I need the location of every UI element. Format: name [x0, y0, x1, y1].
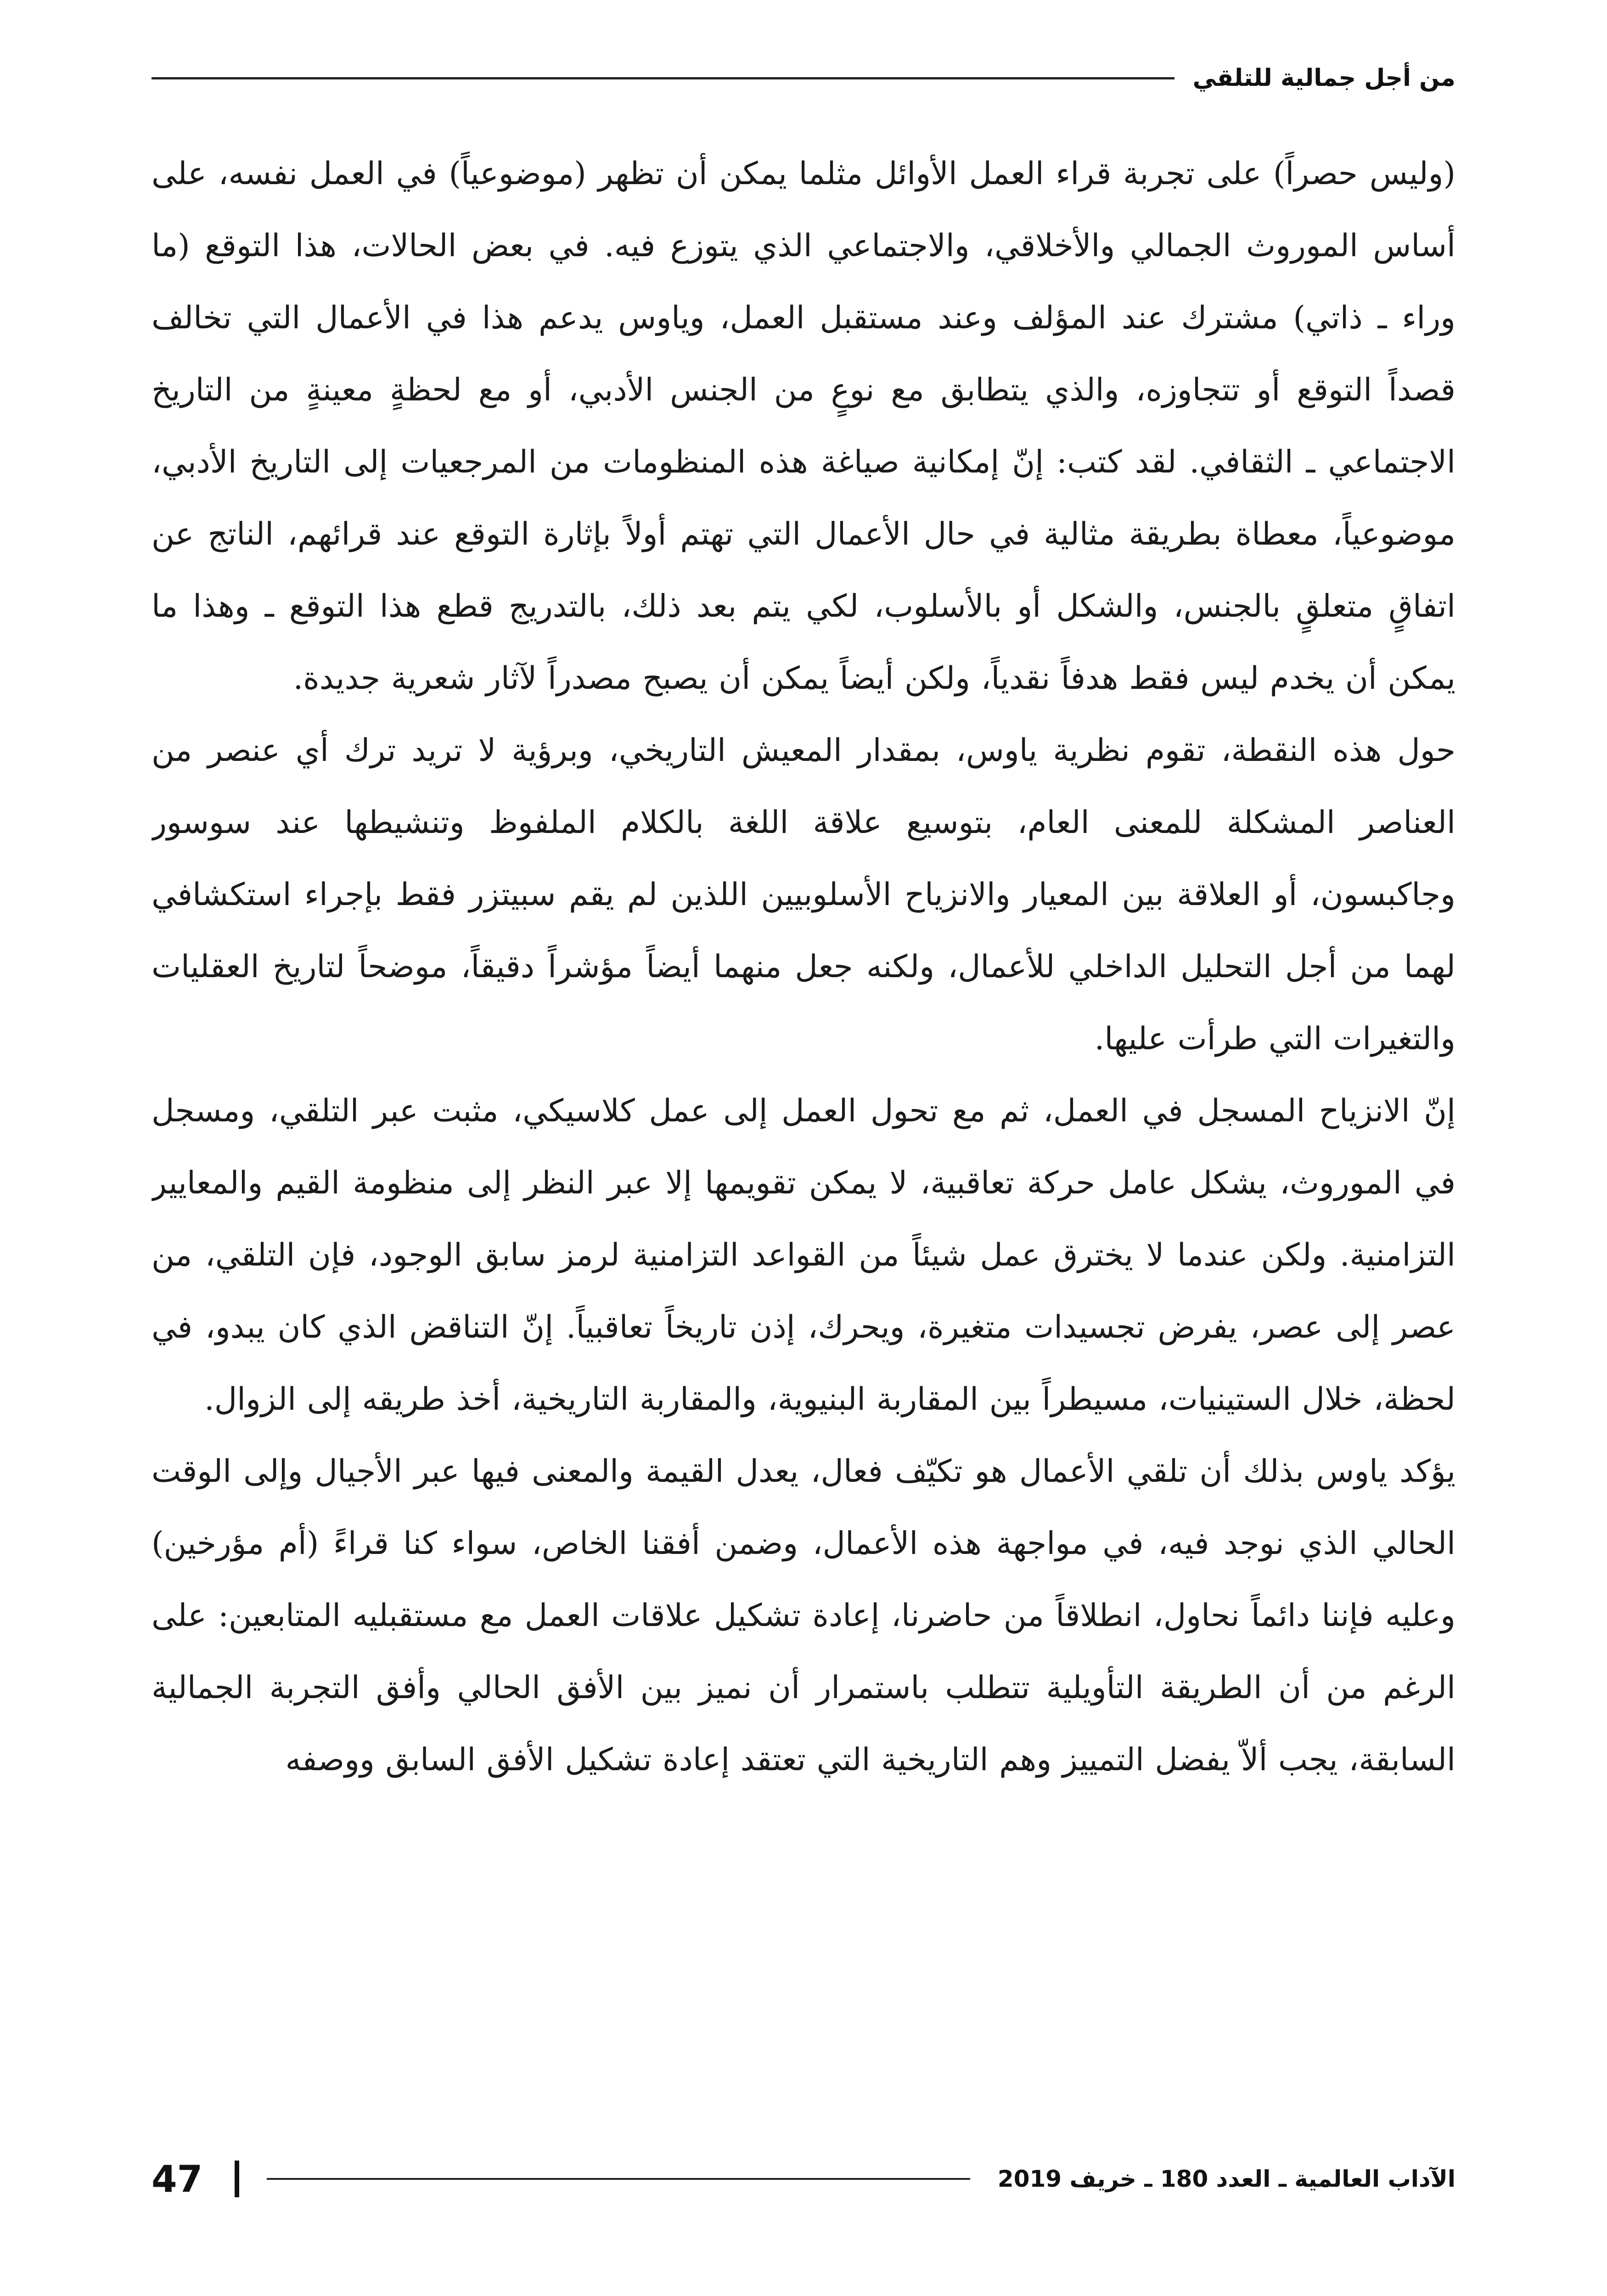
paragraph: يؤكد ياوس بذلك أن تلقي الأعمال هو تكيّف فعال، يعدل القيمة والمعنى فيها عبر الأجيال وإلى الوقت الحالي الذي نوجد فيه، في مواجهة هذه الأعمال، وضمن أفقنا الخاص، سواء كنا قراءً (أم مؤرخين) وعليه فإننا دائماً نحاول، انطلاقاً من حاضرنا، إعادة تشكيل علاقات العمل مع مستقبليه المتابعين: على الرغم من أن الطريقة التأويلية تتطلب باستمرار أن نميز بين الأفق الحالي وأفق التجربة الجمالية السابقة، يجب ألاّ يفضل التمييز وهم التاريخية التي تعتقد إعادة تشكيل الأفق السابق ووصفه	[152, 1453, 1455, 1778]
footer-separator-bar	[235, 2161, 239, 2197]
article-body	[152, 138, 1455, 2149]
paragraph: (وليس حصراً) على تجربة قراء العمل الأوائل مثلما يمكن أن تظهر (موضوعياً) في العمل نفسه، على أساس الموروث الجمالي والأخلاقي، والاجتماعي الذي يتوزع فيه. في بعض الحالات، هذا التوقع (ما وراء ـ ذاتي) مشترك عند المؤلف وعند مستقبل العمل، وياوس يدعم هذا في الأعمال التي تخالف قصداً التوقع أو تتجاوزه، والذي يتطابق مع نوعٍ من الجنس الأدبي، أو مع لحظةٍ معينةٍ من التاريخ الاجتماعي ـ الثقافي. لقد كتب: إنّ إمكانية صياغة هذه المنظومات من المرجعيات إلى التاريخ الأدبي، موضوعياً، معطاة بطريقة مثالية في حال الأعمال التي تهتم أولاً بإثارة التوقع عند قرائهم، الناتج عن اتفاقٍ متعلقٍ بالجنس، والشكل أو بالأسلوب، لكي يتم بعد ذلك، بالتدريج قطع هذا التوقع ـ وهذا ما يمكن أن يخدم ليس فقط هدفاً نقدياً، ولكن أيضاً يمكن أن يصبح مصدراً لآثار شعرية جديدة.	[152, 156, 1455, 697]
paragraph: حول هذه النقطة، تقوم نظرية ياوس، بمقدار المعيش التاريخي، وبرؤية لا تريد ترك أي عنصر من العناصر المشكلة للمعنى العام، بتوسيع علاقة اللغة بالكلام الملفوظ وتنشيطها عند سوسور وجاكبسون، أو العلاقة بين المعيار والانزياح الأسلوبيين اللذين لم يقم سبيتزر فقط بإجراء استكشافي لهما من أجل التحليل الداخلي للأعمال، ولكنه جعل منهما أيضاً مؤشراً دقيقاً، موضحاً لتاريخ العقليات والتغيرات التي طرأت عليها.	[152, 732, 1455, 1057]
page-number: 47	[152, 2157, 203, 2200]
paragraph: إنّ الانزياح المسجل في العمل، ثم مع تحول العمل إلى عمل كلاسيكي، مثبت عبر التلقي، ومسجل في الموروث، يشكل عامل حركة تعاقبية، لا يمكن تقويمها إلا عبر النظر إلى منظومة القيم والمعايير التزامنية. ولكن عندما لا يخترق عمل شيئاً من القواعد التزامنية لرمز سابق الوجود، فإن التلقي، من عصر إلى عصر، يفرض تجسيدات متغيرة، ويحرك، إذن تاريخاً تعاقبياً. إنّ التناقض الذي كان يبدو، في لحظة، خلال الستينيات، مسيطراً بين المقاربة البنيوية، والمقاربة التاريخية، أخذ طريقه إلى الزوال.	[152, 1093, 1455, 1418]
header-divider	[152, 77, 1174, 79]
running-header	[152, 55, 1455, 101]
footer-divider	[267, 2178, 970, 2180]
running-header-title: من أجل جمالية للتلقي	[1192, 64, 1455, 92]
page-footer	[152, 2154, 1455, 2204]
journal-issue-label: الآداب العالمية ـ العدد 180 ـ خريف 2019	[997, 2166, 1455, 2192]
